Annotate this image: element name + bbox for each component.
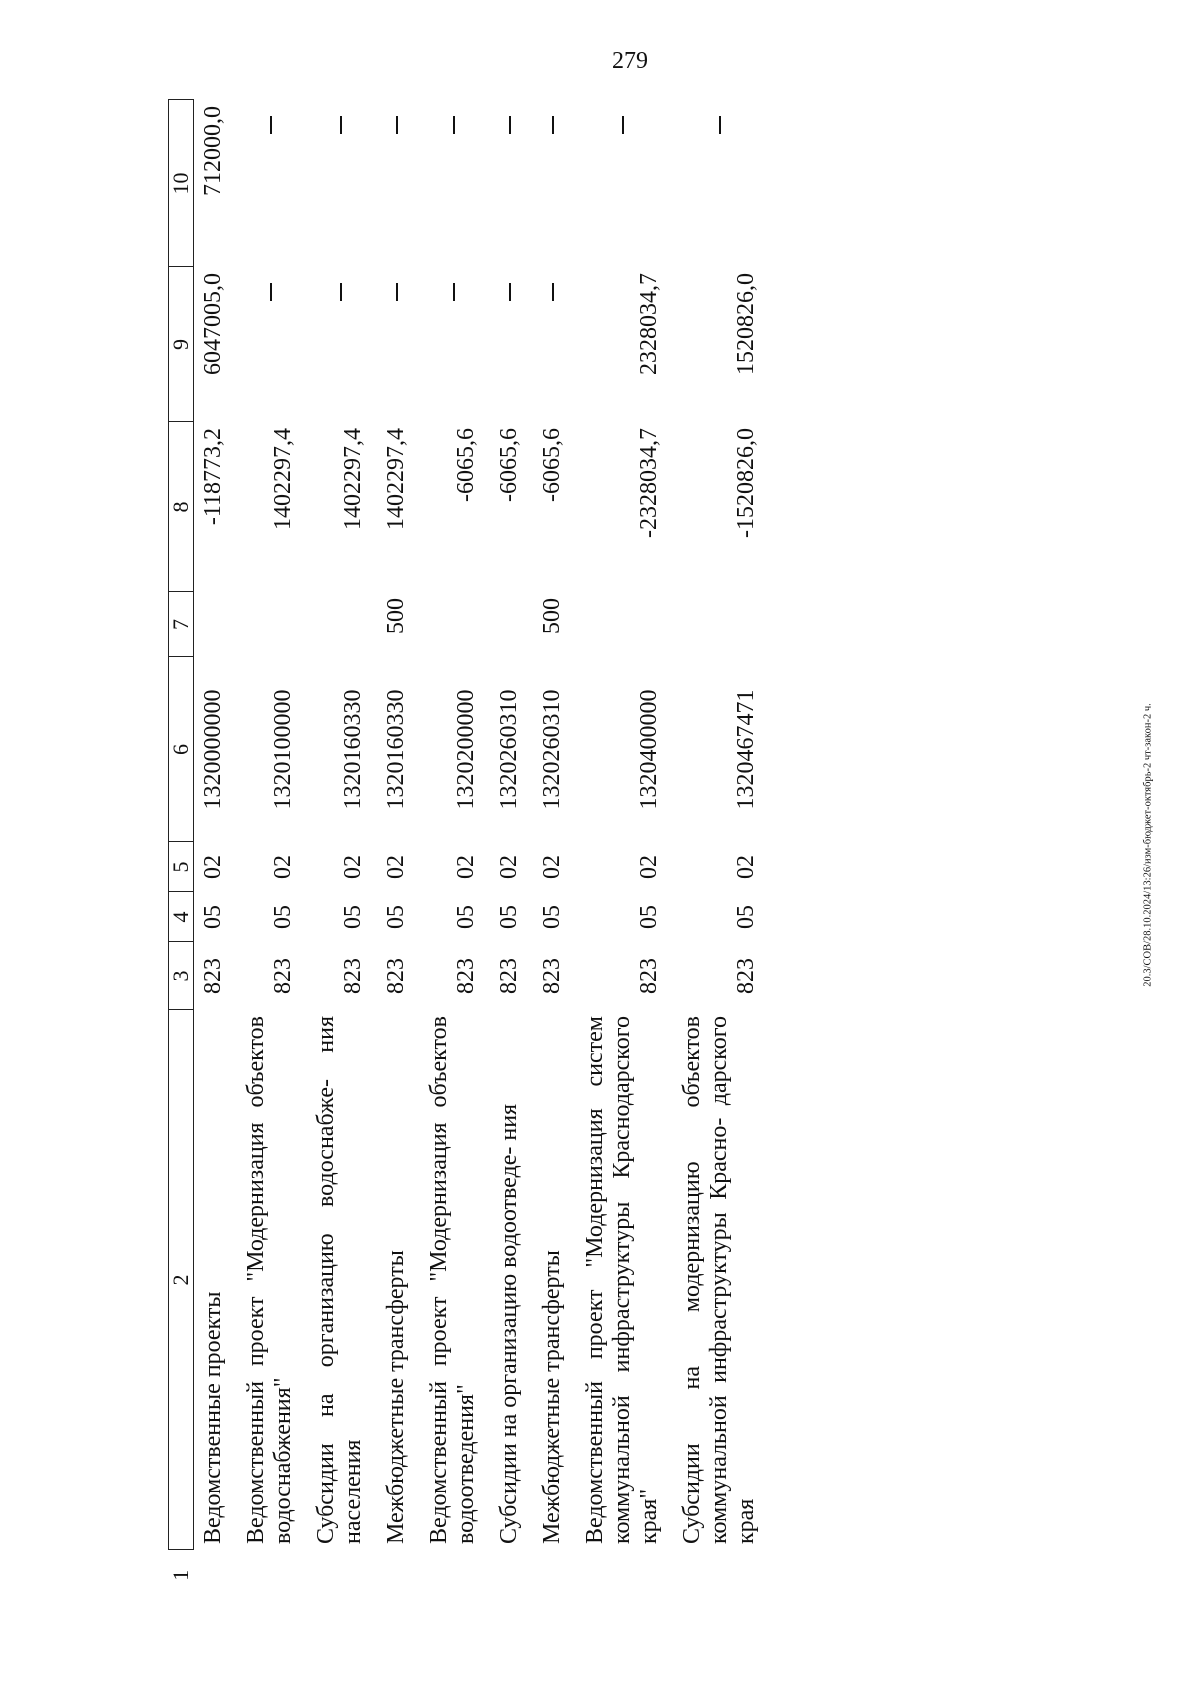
cell-c5: 02 (453, 855, 479, 879)
cell-c8: -1520826,0 (733, 428, 759, 538)
table-row (194, 100, 238, 1600)
cell-empty (194, 1550, 238, 1600)
cell-dash (673, 100, 770, 267)
cell-c6: 1320467471 (733, 689, 759, 810)
cell-c8: -6065,6 (539, 428, 565, 502)
cell-empty (237, 1550, 307, 1600)
cell-c4: 05 (539, 905, 565, 929)
cell-c3: 823 (636, 958, 662, 994)
cell-c3: 823 (383, 958, 409, 994)
cell-c3: 823 (200, 958, 226, 994)
col-header-5: 5 (169, 842, 194, 892)
cell-empty (377, 1550, 420, 1600)
cell-c6: 1320260310 (539, 689, 565, 810)
page-number: 279 (612, 48, 648, 74)
dash-mark (396, 116, 398, 134)
cell-c9: 6047005,0 (200, 273, 226, 375)
cell-dash (420, 100, 490, 267)
dash-mark (396, 283, 398, 301)
col-header-3: 3 (169, 942, 194, 1010)
table-row (377, 100, 420, 1600)
cell-c8: -6065,6 (453, 428, 479, 502)
cell-dash (307, 267, 377, 422)
dash-mark (270, 116, 272, 134)
dash-mark (509, 116, 511, 134)
col-header-1: 1 (169, 1550, 194, 1600)
dash-mark (453, 116, 455, 134)
cell-dash (377, 267, 420, 422)
cell-empty (576, 1550, 673, 1600)
cell-c7: 500 (539, 598, 565, 634)
cell-c4: 05 (270, 905, 296, 929)
cell-dash (533, 100, 576, 267)
cell-c8: 1402297,4 (383, 428, 409, 530)
cell-c8: -2328034,7 (636, 428, 662, 538)
col-header-9: 9 (169, 267, 194, 422)
cell-dash (307, 100, 377, 267)
cell-dash (490, 592, 533, 657)
col-header-10: 10 (169, 100, 194, 267)
cell-c6: 1320200000 (453, 689, 479, 810)
cell-c3: 823 (453, 958, 479, 994)
cell-c8: -118773,2 (200, 428, 226, 526)
budget-table (168, 100, 770, 1601)
table-row (673, 100, 770, 1600)
cell-c4: 05 (453, 905, 479, 929)
dash-mark (552, 116, 554, 134)
row-label: Субсидии на модернизацию объектов коммунальной инфраструктуры Красно- дарского края (679, 1016, 759, 1544)
cell-c6: 1320000000 (200, 689, 226, 810)
cell-c6: 1320160330 (383, 689, 409, 810)
cell-dash (377, 100, 420, 267)
cell-dash (673, 592, 770, 657)
cell-c5: 02 (340, 855, 366, 879)
cell-c4: 05 (496, 905, 522, 929)
cell-dash (576, 100, 673, 267)
dash-mark (453, 283, 455, 301)
cell-c6: 1320100000 (270, 689, 296, 810)
cell-dash (237, 100, 307, 267)
col-header-2: 2 (169, 1010, 194, 1550)
cell-dash (533, 267, 576, 422)
cell-empty (673, 1550, 770, 1600)
cell-c8: 1402297,4 (340, 428, 366, 530)
cell-empty (533, 1550, 576, 1600)
table-body (194, 100, 771, 1600)
cell-c5: 02 (496, 855, 522, 879)
cell-c5: 02 (383, 855, 409, 879)
row-label: Межбюджетные трансферты (383, 1250, 409, 1544)
cell-dash (194, 592, 238, 657)
cell-empty (420, 1550, 490, 1600)
header-row (169, 100, 194, 1600)
cell-c4: 05 (340, 905, 366, 929)
cell-c10: 712000,0 (200, 106, 226, 196)
dash-mark (552, 283, 554, 301)
cell-dash (307, 592, 377, 657)
cell-c4: 05 (636, 905, 662, 929)
col-header-7: 7 (169, 592, 194, 657)
cell-c5: 02 (636, 855, 662, 879)
table-row (307, 100, 377, 1600)
cell-c8: 1402297,4 (270, 428, 296, 530)
table-row (490, 100, 533, 1600)
row-label: Ведомственный проект "Модернизация систем коммунальной инфраструктуры Краснодарского края" (582, 1016, 662, 1544)
cell-c5: 02 (200, 855, 226, 879)
table-row (420, 100, 490, 1600)
cell-c3: 823 (340, 958, 366, 994)
cell-dash (237, 592, 307, 657)
cell-c6: 1320260310 (496, 689, 522, 810)
row-label: Ведомственный проект "Модернизация объектов водоснабжения" (243, 1016, 296, 1544)
cell-dash (420, 267, 490, 422)
cell-dash (237, 267, 307, 422)
dash-mark (340, 116, 342, 134)
cell-c4: 05 (200, 905, 226, 929)
dash-mark (719, 116, 721, 134)
col-header-4: 4 (169, 892, 194, 942)
col-header-8: 8 (169, 422, 194, 592)
cell-c3: 823 (270, 958, 296, 994)
dash-mark (340, 283, 342, 301)
cell-c6: 1320160330 (340, 689, 366, 810)
dash-mark (270, 283, 272, 301)
cell-c5: 02 (270, 855, 296, 879)
cell-c8: -6065,6 (496, 428, 522, 502)
row-label: Ведомственный проект "Модернизация объектов водоотведения" (426, 1016, 479, 1544)
cell-empty (307, 1550, 377, 1600)
cell-c3: 823 (539, 958, 565, 994)
cell-c9: 1520826,0 (733, 273, 759, 375)
cell-c4: 05 (383, 905, 409, 929)
cell-c3: 823 (496, 958, 522, 994)
row-label: Ведомственные проекты (200, 1291, 226, 1544)
dash-mark (622, 116, 624, 134)
cell-c5: 02 (733, 855, 759, 879)
cell-c5: 02 (539, 855, 565, 879)
footer-note: 20.3/СОВ/28.10.2024/13:26/изм-бюджет-октябрь-2 чт-закон-2 ч. (1142, 703, 1154, 987)
cell-c3: 823 (733, 958, 759, 994)
cell-c4: 05 (733, 905, 759, 929)
table-row (576, 100, 673, 1600)
cell-c7: 500 (383, 598, 409, 634)
cell-dash (490, 100, 533, 267)
row-label: Межбюджетные трансферты (539, 1250, 565, 1544)
cell-c9: 2328034,7 (636, 273, 662, 375)
cell-dash (420, 592, 490, 657)
cell-dash (576, 592, 673, 657)
col-header-6: 6 (169, 657, 194, 842)
row-label: Субсидии на организацию водоснабже- ния населения (313, 1016, 366, 1544)
cell-c6: 1320400000 (636, 689, 662, 810)
table-row (533, 100, 576, 1600)
dash-mark (509, 283, 511, 301)
row-label: Субсидии на организацию водоотведе- ния (496, 1103, 522, 1544)
cell-empty (490, 1550, 533, 1600)
cell-dash (490, 267, 533, 422)
table-row (237, 100, 307, 1600)
